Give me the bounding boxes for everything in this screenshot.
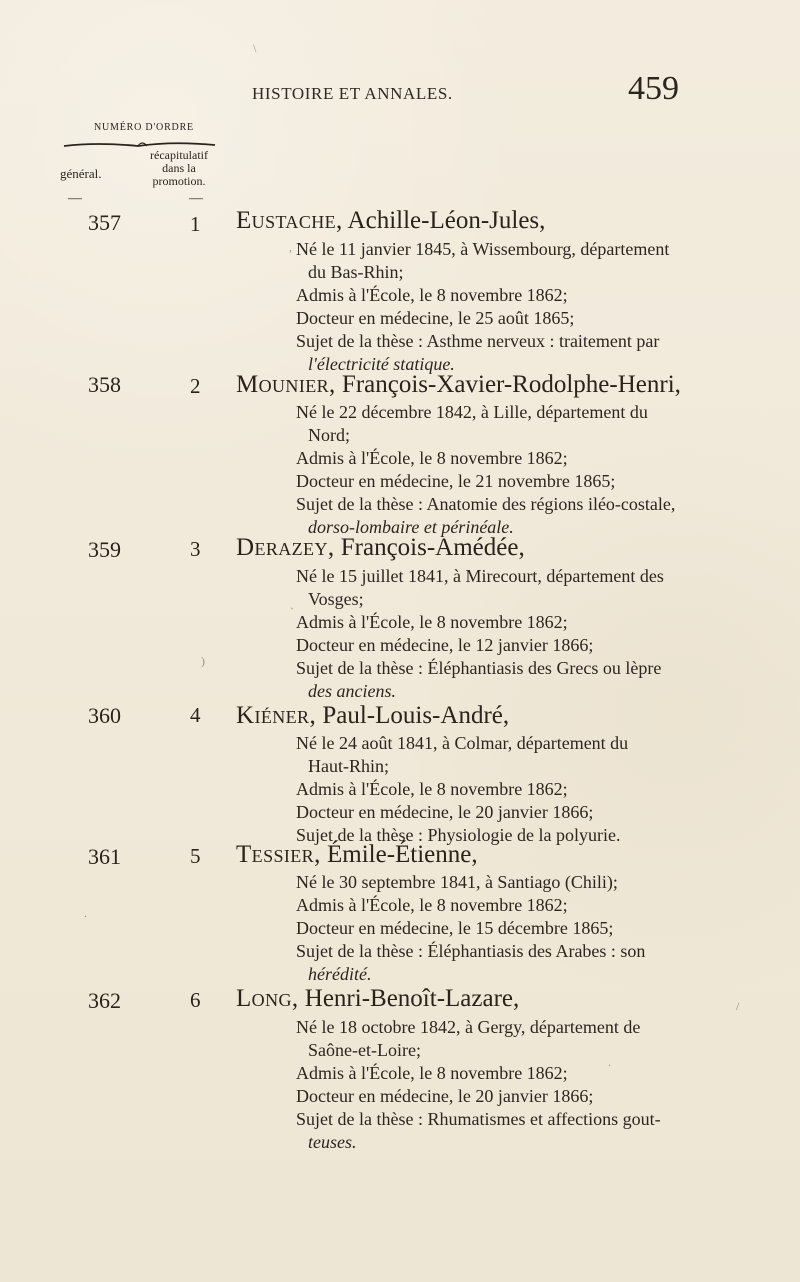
detail-line: Né le 15 juillet 1841, à Mirecourt, département des <box>296 566 664 586</box>
detail-line: Docteur en médecine, le 12 janvier 1866; <box>296 635 594 655</box>
record-entry <box>0 206 800 374</box>
general-number: 358 <box>88 372 121 397</box>
general-number: 359 <box>88 537 121 562</box>
detail-line: Sujet de la thèse : Anatomie des régions iléo-costale, <box>296 494 676 514</box>
detail-line: Saône-et-Loire; <box>308 1040 421 1060</box>
promotion-header-dash: — <box>189 191 203 206</box>
general-number: 362 <box>88 988 121 1013</box>
record-entry <box>0 702 800 845</box>
entry-details <box>296 401 686 539</box>
detail-line: Né le 22 décembre 1842, à Lille, département du <box>296 402 648 422</box>
entry-details <box>296 732 686 847</box>
general-number: 360 <box>88 703 121 728</box>
detail-line: Admis à l'École, le 8 novembre 1862; <box>296 1063 568 1083</box>
numbering-title: NUMÉRO D'ORDRE <box>94 122 194 133</box>
detail-line: Docteur en médecine, le 20 janvier 1866; <box>296 1086 594 1106</box>
person-name <box>236 372 681 397</box>
detail-line: Sujet de la thèse : Asthme nerveux : traitement par <box>296 331 660 351</box>
given-names: Paul-Louis-André, <box>316 702 510 729</box>
general-header-dash: — <box>68 191 82 206</box>
detail-line: l'électricité statique. <box>308 354 455 374</box>
detail-line: Admis à l'École, le 8 novembre 1862; <box>296 448 568 468</box>
general-number-label: général. <box>60 166 102 181</box>
detail-line: Admis à l'École, le 8 novembre 1862; <box>296 285 568 305</box>
general-number: 357 <box>88 210 121 235</box>
detail-line: Haut-Rhin; <box>308 756 389 776</box>
surname: Derazey, <box>236 534 335 561</box>
detail-line: du Bas-Rhin; <box>308 262 404 282</box>
paper-mark: / <box>736 999 740 1013</box>
paper-mark: , <box>289 240 292 254</box>
paper-mark: . <box>608 1055 611 1069</box>
detail-line: des anciens. <box>308 681 396 701</box>
entry-details <box>296 1016 681 1154</box>
paper-mark: . <box>84 906 87 920</box>
record-entry <box>0 841 800 984</box>
detail-line: Né le 30 septembre 1841, à Santiago (Chili); <box>296 872 618 892</box>
surname: Eustache, <box>236 207 343 234</box>
detail-line: Docteur en médecine, le 21 novembre 1865; <box>296 471 616 491</box>
promotion-number: 2 <box>190 374 201 398</box>
surname: Long, <box>236 985 299 1012</box>
record-entry <box>0 371 800 537</box>
surname: Mounier, <box>236 371 336 398</box>
page-number: 459 <box>628 70 679 107</box>
paper-mark: ` <box>290 605 294 619</box>
detail-line: Nord; <box>308 425 350 445</box>
detail-line: Né le 24 août 1841, à Colmar, département du <box>296 733 629 753</box>
person-name <box>236 842 478 867</box>
paper-mark: \ <box>253 41 257 55</box>
given-names: François-Xavier-Rodolphe-Henri, <box>335 371 681 398</box>
record-entry <box>0 985 800 1152</box>
given-names: Achille-Léon-Jules, <box>342 207 546 234</box>
general-number: 361 <box>88 844 121 869</box>
promotion-number: 3 <box>190 537 201 561</box>
promotion-number: 5 <box>190 844 201 868</box>
entry-details <box>296 565 686 703</box>
entry-details <box>296 871 686 986</box>
surname: Tessier, <box>236 841 321 868</box>
given-names: Henri-Benoît-Lazare, <box>298 985 520 1012</box>
person-name <box>236 703 509 728</box>
promotion-number: 1 <box>190 212 201 236</box>
detail-line: Docteur en médecine, le 25 août 1865; <box>296 308 575 328</box>
detail-line: teuses. <box>308 1132 357 1152</box>
person-name <box>236 535 525 560</box>
promotion-number: 6 <box>190 988 201 1012</box>
detail-line: Admis à l'École, le 8 novembre 1862; <box>296 895 568 915</box>
detail-line: Admis à l'École, le 8 novembre 1862; <box>296 612 568 632</box>
detail-line: Sujet de la thèse : Éléphantiasis des Arabes : son <box>296 941 646 961</box>
detail-line: Sujet de la thèse : Rhumatismes et affections gout- <box>296 1109 661 1129</box>
detail-line: Docteur en médecine, le 20 janvier 1866; <box>296 802 594 822</box>
detail-line: Sujet de la thèse : Physiologie de la polyurie. <box>296 825 621 845</box>
detail-line: Né le 18 octobre 1842, à Gergy, département de <box>296 1017 641 1037</box>
person-name <box>236 986 519 1011</box>
given-names: François-Amédée, <box>334 534 525 561</box>
running-header: HISTOIRE ET ANNALES. <box>252 84 453 103</box>
surname: Kiéner, <box>236 702 317 729</box>
detail-line: Docteur en médecine, le 15 décembre 1865; <box>296 918 614 938</box>
promotion-number: 4 <box>190 703 201 727</box>
numbering-header <box>60 122 240 214</box>
detail-line: hérédité. <box>308 964 372 984</box>
paper-mark: ) <box>201 654 205 668</box>
detail-line: Sujet de la thèse : Éléphantiasis des Grecs ou lèpre <box>296 658 662 678</box>
detail-line: Vosges; <box>308 589 364 609</box>
entry-details <box>296 238 686 376</box>
given-names: Émile-Étienne, <box>320 841 478 868</box>
promotion-number-label: récapitulatif dans la promotion. <box>150 148 208 188</box>
detail-line: dorso-lombaire et périnéale. <box>308 517 514 537</box>
detail-line: Né le 11 janvier 1845, à Wissembourg, département <box>296 239 670 259</box>
detail-line: Admis à l'École, le 8 novembre 1862; <box>296 779 568 799</box>
person-name <box>236 208 545 233</box>
record-entry <box>0 534 800 701</box>
